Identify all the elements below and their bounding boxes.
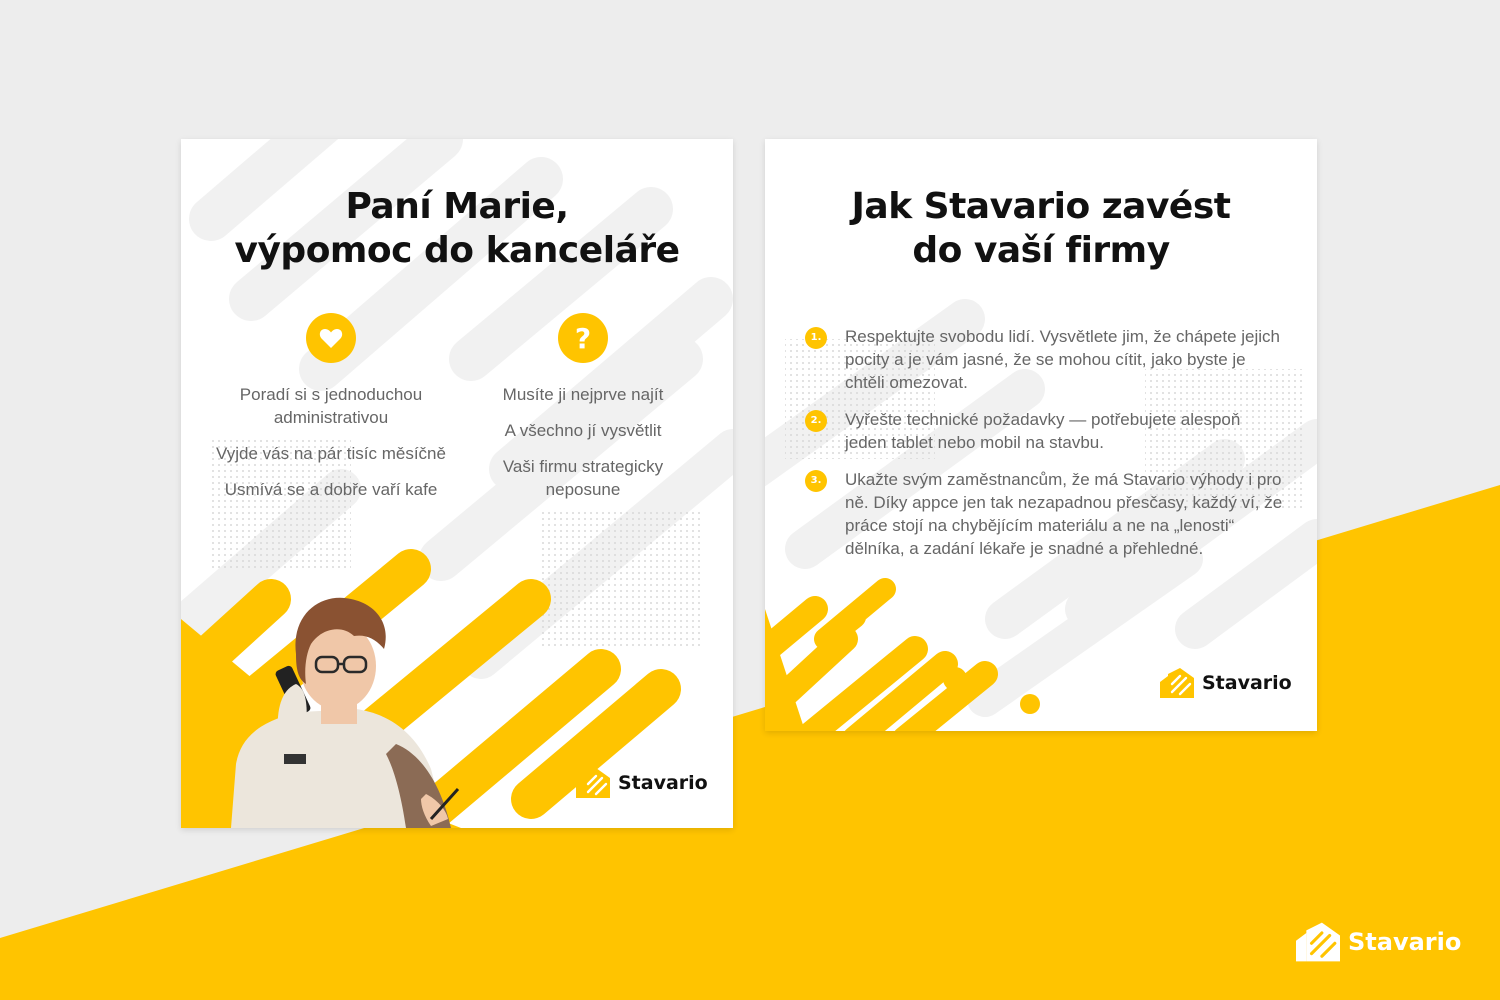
corner-brand — [1296, 922, 1461, 962]
question-icon: ? — [558, 313, 608, 363]
pros-item: Usmívá se a dobře vaří kafe — [224, 480, 438, 499]
stavario-logo-icon — [1296, 922, 1340, 962]
stavario-logo-icon — [576, 768, 610, 798]
heart-icon — [306, 313, 356, 363]
step-item — [805, 468, 1285, 560]
brand-name: Stavario — [1202, 672, 1292, 694]
step-number-badge: 3. — [805, 470, 827, 492]
right-card — [765, 139, 1317, 731]
cons-item: Vaši firmu strategicky neposune — [502, 457, 664, 499]
pros-list — [216, 383, 446, 514]
left-card — [181, 139, 733, 828]
step-text: Vyřešte technické požadavky — potřebujete alespoň jeden tablet nebo mobil na stavbu. — [845, 410, 1241, 452]
step-number-badge: 2. — [805, 410, 827, 432]
stavario-logo-icon — [1160, 668, 1194, 698]
step-number-badge: 1. — [805, 327, 827, 349]
pros-item: Vyjde vás na pár tisíc měsíčně — [216, 444, 446, 463]
pros-item: Poradí si s jednoduchou administrativou — [239, 385, 423, 427]
right-card-title: Jak Stavario zavést do vaší firmy — [851, 186, 1231, 271]
left-card-title: Paní Marie, výpomoc do kanceláře — [234, 186, 680, 271]
brand-name: Stavario — [1348, 928, 1462, 956]
woman-phone-illustration — [226, 594, 476, 828]
cons-item: A všechno jí vysvětlit — [504, 421, 662, 440]
brand-name: Stavario — [618, 772, 708, 794]
step-item — [805, 325, 1285, 394]
step-text: Respektujte svobodu lidí. Vysvětlete jim, že chápete jejich pocity a je vám jasné, že se mohou cítit, jako byste je chtěli omezovat. — [845, 327, 1280, 392]
cons-item: Musíte ji nejprve najít — [502, 385, 664, 404]
step-item — [805, 408, 1285, 454]
left-card-brand — [576, 768, 708, 798]
step-text: Ukažte svým zaměstnancům, že má Stavario výhody i pro ně. Díky appce jen tak nezapadnou přesčasy, každý ví, že práce stojí na chybějícím materiálu a ne na „lenosti“ dělníka, a zadání lékaře je snadné a přehledné. — [845, 470, 1283, 558]
right-card-brand — [1160, 668, 1292, 698]
cons-list — [468, 383, 698, 514]
